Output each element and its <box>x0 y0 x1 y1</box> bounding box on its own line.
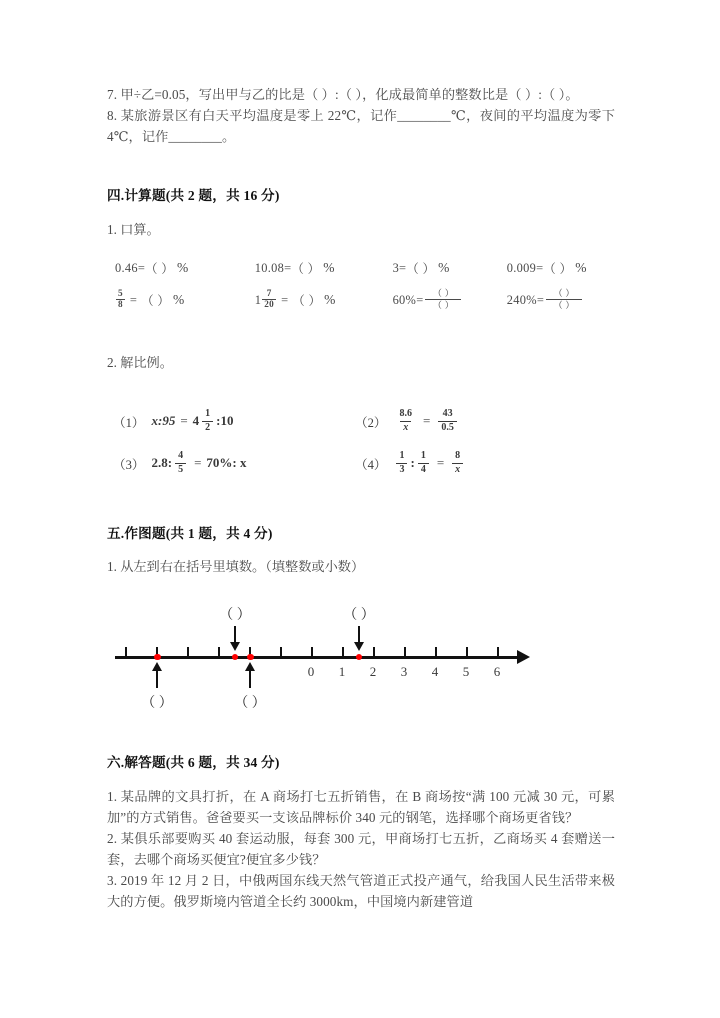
oral-item-7 <box>393 289 507 312</box>
tick-mark <box>187 647 189 656</box>
fraction-denominator: 20 <box>264 299 275 309</box>
arrow-head <box>354 642 364 651</box>
oral-item-2 <box>255 259 393 277</box>
mixed-number-1-7-20 <box>255 290 277 310</box>
question-7-text: 7. 甲÷乙=0.05，写出甲与乙的比是（ ）:（ ），化成最简单的整数比是（ ）:（ ）。 <box>107 87 579 102</box>
tick-label-6: 6 <box>493 664 501 679</box>
axis-arrowhead-icon <box>517 650 530 664</box>
proportion-item-4 <box>343 450 585 476</box>
oral-item-3-blank: （ ） <box>406 262 436 276</box>
proportion-4-fraction-3 <box>452 450 463 476</box>
fraction-numerator: 7 <box>266 288 272 299</box>
fraction-denominator: 0.5 <box>438 421 457 435</box>
tick-label-0: 0 <box>307 664 315 679</box>
proportion-item-1 <box>107 408 343 434</box>
proportion-index-1: （1） <box>113 415 145 430</box>
proportion-item-3 <box>107 450 343 476</box>
oral-item-1-expr: 0.46= <box>115 260 146 275</box>
section-6-heading-block <box>107 753 615 773</box>
oral-item-4-expr: 0.009= <box>506 260 544 275</box>
oral-item-4-unit: % <box>575 260 587 275</box>
oral-calc-label: 1. 口算。 <box>107 222 160 237</box>
oral-calc-row-2 <box>107 284 615 316</box>
arrow-shaft <box>156 670 159 688</box>
tick-mark <box>218 647 220 656</box>
oral-item-5-unit: % <box>172 292 185 307</box>
tick-mark <box>435 647 437 656</box>
fraction-numerator: 5 <box>118 288 123 299</box>
question-8-text: 8. 某旅游景区有白天平均温度是零上 22℃，记作________℃，夜间的平均温度为零下 4℃，记作________。 <box>107 108 615 144</box>
section-5-q1-label-block <box>107 556 615 577</box>
oral-item-8-eq: = <box>536 292 545 307</box>
proportion-1-whole: 4 <box>192 413 200 428</box>
tick-mark <box>373 647 375 656</box>
oral-item-5-blank: （ ） <box>141 294 170 308</box>
proportion-3-eq: = <box>194 455 202 470</box>
word-problem-2: 2. 某俱乐部要购买 40 套运动服，每套 300 元，甲商场打七五折，乙商场买 4 套赠送一套，去哪个商场买便宜?便宜多少钱？ <box>107 831 615 867</box>
tick-label-1: 1 <box>338 664 346 679</box>
section-4-heading: 四.计算题(共 2 题，共 16 分) <box>107 188 280 203</box>
section-4-q1-label-block <box>107 219 615 240</box>
proportion-4-separator: : <box>410 455 415 470</box>
fraction-denominator: 2 <box>202 421 213 435</box>
proportion-1-eq: = <box>180 413 188 428</box>
oral-item-7-answer-fraction <box>425 288 461 311</box>
tick-label-5: 5 <box>462 664 470 679</box>
oral-item-2-expr: 10.08= <box>254 260 292 275</box>
red-point-marker <box>356 654 363 661</box>
proportion-item-2 <box>343 408 585 434</box>
mixed-fraction-part <box>262 289 276 309</box>
fraction-denominator: 5 <box>175 463 186 477</box>
oral-item-7-expr: 60% <box>392 292 417 307</box>
arrow-head <box>245 662 255 671</box>
oral-item-6-blank: （ ） <box>292 294 322 308</box>
proportion-2-fraction-right <box>438 408 457 434</box>
oral-item-2-unit: % <box>323 260 335 275</box>
up-arrow-icon <box>245 662 255 688</box>
fill-blank-tail-block <box>107 84 615 147</box>
oral-item-8-answer-fraction <box>546 288 582 311</box>
number-line-blank-above-2: （ ） <box>343 608 375 623</box>
tick-mark <box>125 647 127 656</box>
tick-mark <box>466 647 468 656</box>
section-4-heading-block <box>107 186 615 206</box>
proportion-row-1 <box>107 400 615 442</box>
proportion-4-fraction-2 <box>418 450 429 476</box>
number-line-canvas <box>115 598 555 716</box>
proportion-row-2 <box>107 442 615 484</box>
oral-item-4 <box>507 259 615 277</box>
fraction-5-over-8 <box>116 289 125 309</box>
oral-item-5-expr: = <box>129 292 138 307</box>
proportion-index-3: （3） <box>113 457 145 472</box>
oral-item-1-unit: % <box>176 260 189 275</box>
fraction-numerator: 1 <box>205 408 211 419</box>
tick-mark <box>404 647 406 656</box>
oral-item-6-unit: % <box>324 292 336 307</box>
number-line-question-label: 1. 从左到右在括号里填数。（填整数或小数） <box>107 559 365 574</box>
fraction-denominator: 8 <box>118 299 123 309</box>
proportion-index-4: （4） <box>355 457 387 472</box>
fraction-denominator: x <box>452 463 463 477</box>
proportion-1-fraction <box>202 408 213 434</box>
fraction-denominator: x <box>400 421 411 435</box>
fraction-denominator: （ ） <box>546 299 582 311</box>
word-problem-1: 1. 某品牌的文具打折，在 A 商场打七五折销售，在 B 商场按“满 100 元减 30 元，可累加”的方式销售。爸爸要买一支该品牌标价 340 元的钢笔，选择哪个商场更省钱？ <box>107 789 615 825</box>
number-line-blank-below-2: （ ） <box>234 696 266 711</box>
oral-item-5 <box>107 290 255 310</box>
up-arrow-icon <box>152 662 162 688</box>
mixed-whole-part: 1 <box>254 292 262 307</box>
down-arrow-icon <box>230 626 240 652</box>
number-line-figure <box>107 598 615 718</box>
oral-item-6 <box>255 290 393 310</box>
tick-mark <box>497 647 499 656</box>
section-5-heading-block <box>107 524 615 544</box>
oral-calc-grid <box>107 252 615 316</box>
fraction-numerator: 43 <box>442 408 453 419</box>
tick-mark <box>311 647 313 656</box>
red-point-marker <box>232 654 239 661</box>
fraction-denominator: 3 <box>396 463 407 477</box>
proportion-index-2: （2） <box>355 415 387 430</box>
red-point-marker <box>154 654 161 661</box>
number-line-blank-above-1: （ ） <box>219 608 251 623</box>
oral-item-8 <box>507 289 615 312</box>
tick-label-2: 2 <box>369 664 377 679</box>
fraction-denominator: 4 <box>418 463 429 477</box>
oral-item-3-unit: % <box>438 260 450 275</box>
oral-item-2-blank: （ ） <box>291 262 321 276</box>
oral-item-8-expr: 240% <box>506 292 537 307</box>
red-point-marker <box>247 654 254 661</box>
arrow-shaft <box>249 670 252 688</box>
arrow-head <box>230 642 240 651</box>
tick-label-4: 4 <box>431 664 439 679</box>
proportion-grid <box>107 400 615 484</box>
proportion-3-rhs-tail: 70%: x <box>206 455 247 470</box>
word-problem-3: 3. 2019 年 12 月 2 日，中俄两国东线天然气管道正式投产通气，给我国人民生活带来极大的方便。俄罗斯境内管道全长约 3000km，中国境内新建管道 <box>107 873 615 909</box>
section-4-q2-label-block <box>107 352 615 373</box>
proportion-1-rhs-tail: :10 <box>216 413 234 428</box>
number-line-axis <box>115 656 519 659</box>
proportion-2-fraction-left <box>396 408 415 434</box>
arrow-head <box>152 662 162 671</box>
fraction-numerator: 1 <box>420 450 426 461</box>
oral-item-7-eq: = <box>416 292 424 307</box>
oral-item-3 <box>393 259 507 277</box>
tick-mark <box>342 647 344 656</box>
oral-item-4-blank: （ ） <box>543 262 573 276</box>
section-5-heading: 五.作图题(共 1 题，共 4 分) <box>107 526 273 541</box>
oral-item-3-expr: 3= <box>392 260 407 275</box>
fraction-numerator: （ ） <box>553 287 575 298</box>
oral-calc-row-1 <box>107 252 615 284</box>
down-arrow-icon <box>354 626 364 652</box>
proportion-3-fraction <box>175 450 186 476</box>
proportion-1-lhs: x:95 <box>151 413 176 428</box>
fraction-numerator: 8 <box>455 450 461 461</box>
word-problems-block <box>107 786 615 912</box>
fraction-denominator: （ ） <box>425 299 461 311</box>
proportion-4-fraction-1 <box>396 450 407 476</box>
oral-item-6-expr: = <box>281 292 289 307</box>
proportion-2-eq: = <box>422 413 431 428</box>
fraction-numerator: 8.6 <box>399 408 412 419</box>
fraction-numerator: 1 <box>399 450 405 461</box>
fraction-numerator: 4 <box>178 450 184 461</box>
proportion-4-eq: = <box>436 455 445 470</box>
oral-item-1-blank: （ ） <box>145 262 174 276</box>
tick-mark <box>280 647 282 656</box>
fraction-numerator: （ ） <box>432 287 455 298</box>
proportion-3-lhs: 2.8: <box>151 455 173 470</box>
section-6-heading: 六.解答题(共 6 题，共 34 分) <box>107 755 280 770</box>
tick-label-3: 3 <box>400 664 408 679</box>
number-line-blank-below-1: （ ） <box>141 696 173 711</box>
oral-item-1 <box>107 259 255 277</box>
solve-proportion-label: 2. 解比例。 <box>107 355 173 370</box>
